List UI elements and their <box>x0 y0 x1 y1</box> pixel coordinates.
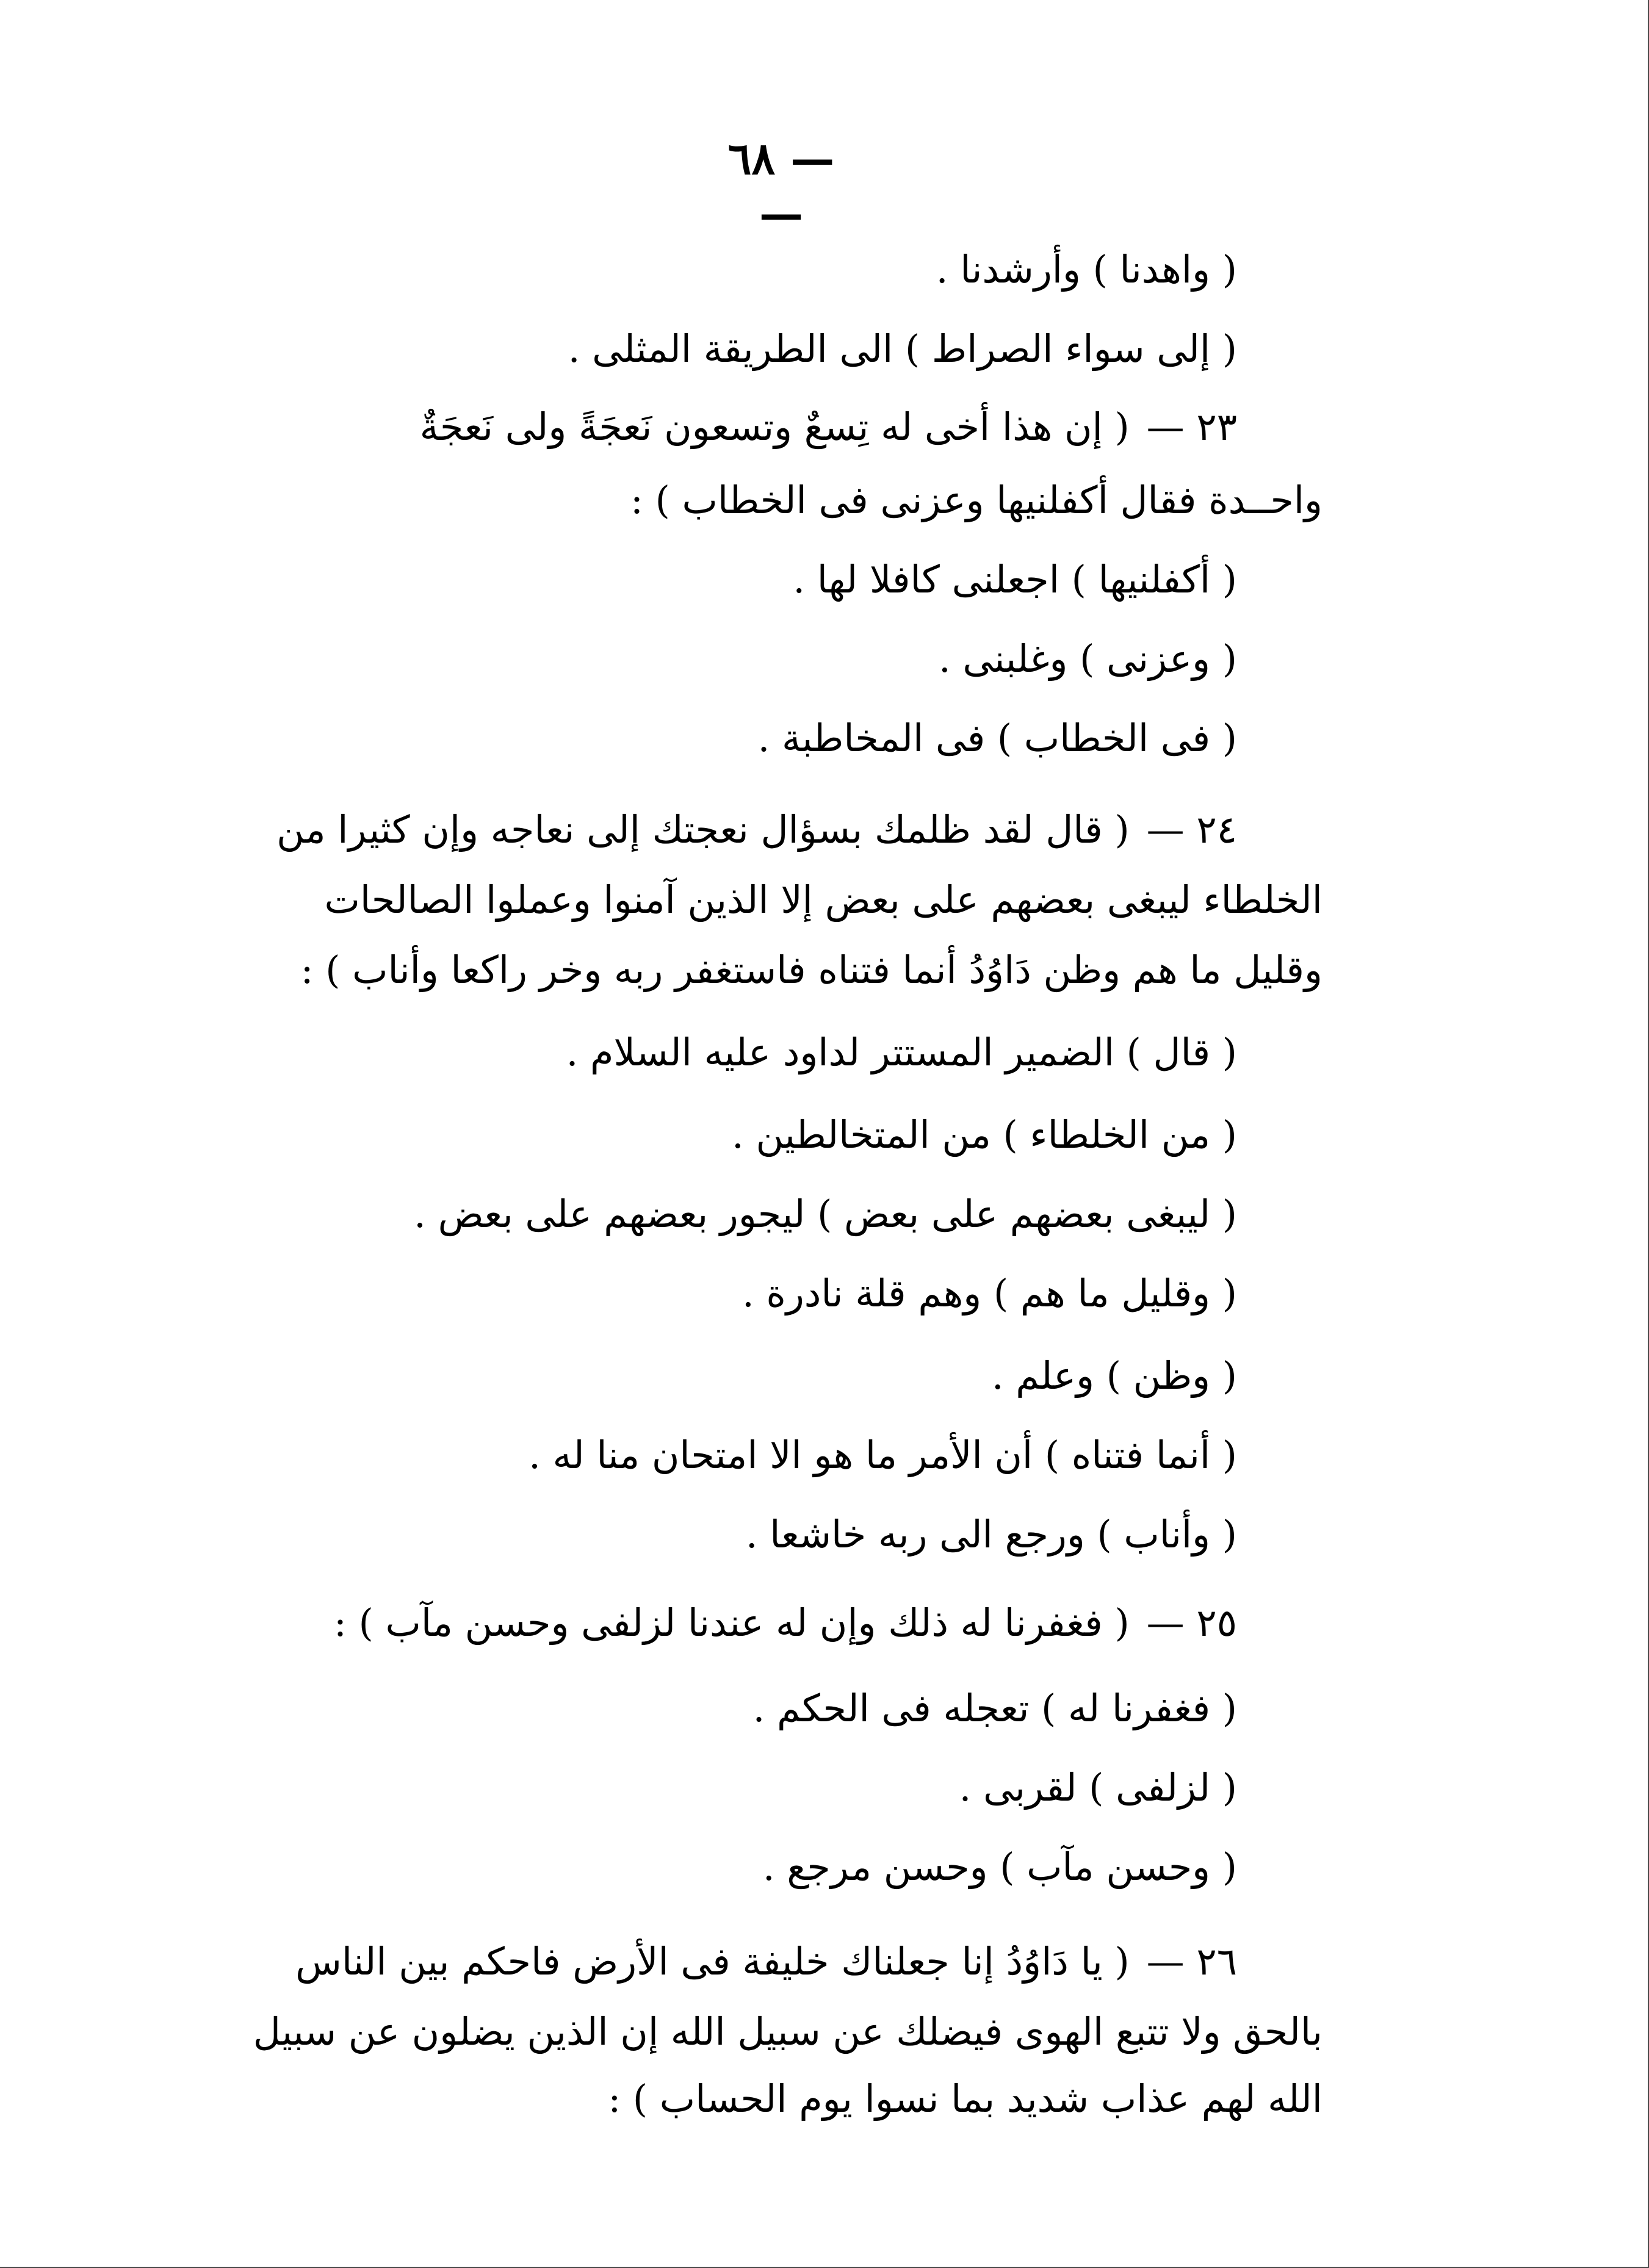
line-text: ( وأناب ) ورجع الى ربه خاشعا . <box>745 1512 1237 1557</box>
line-text: ( وقليل ما هم ) وهم قلة نادرة . <box>742 1271 1237 1316</box>
gloss-line <box>763 1840 1237 1895</box>
gloss-line <box>529 1428 1237 1483</box>
verse-number: ٢٦ — <box>1146 1939 1237 1984</box>
line-text: ( وظن ) وعلم . <box>991 1353 1237 1398</box>
verse-line <box>334 1596 1237 1651</box>
verse-line <box>324 873 1322 927</box>
verse-line <box>253 2004 1322 2059</box>
gloss-line <box>992 1348 1237 1403</box>
verse-number: ٢٤ — <box>1146 807 1237 852</box>
gloss-line <box>568 322 1237 376</box>
gloss-line <box>732 1107 1237 1162</box>
verse-number: ٢٥ — <box>1146 1600 1237 1645</box>
line-text: ( أكفلنيها ) اجعلنى كافلا لها . <box>793 557 1237 602</box>
verse-number: ٢٣ — <box>1146 405 1237 449</box>
line-text: ( لزلفى ) لقربى . <box>959 1765 1237 1810</box>
verse-line <box>301 943 1322 998</box>
line-text: واحــدة فقال أكفلنيها وعزنى فى الخطاب ) : <box>630 478 1322 522</box>
gloss-line <box>753 1681 1237 1736</box>
line-text: ( وعزنى ) وغلبنى . <box>939 636 1237 681</box>
line-text: بالحق ولا تتبع الهوى فيضلك عن سبيل الله إن الذين يضلون عن سبيل <box>253 2009 1322 2054</box>
gloss-line <box>742 1266 1237 1321</box>
verse-line <box>608 2072 1322 2126</box>
line-text: ( قال لقد ظلمك بسؤال نعجتك إلى نعاجه وإن كثيرا من <box>276 807 1130 852</box>
verse-line <box>276 802 1237 857</box>
gloss-line <box>414 1187 1237 1242</box>
gloss-line <box>936 242 1237 297</box>
gloss-line <box>939 632 1237 686</box>
line-text: ( أنما فتناه ) أن الأمر ما هو الا امتحان منا له . <box>529 1433 1237 1477</box>
verse-line <box>295 1934 1237 1989</box>
line-text: الخلطاء ليبغى بعضهم على بعض إلا الذين آمنوا وعملوا الصالحات <box>324 877 1322 922</box>
gloss-line <box>566 1025 1237 1080</box>
line-text: الله لهم عذاب شديد بما نسوا يوم الحساب ) : <box>608 2076 1322 2121</box>
gloss-line <box>793 552 1237 607</box>
page-number: — ٦٨ — <box>727 132 835 239</box>
gloss-line <box>746 1507 1237 1562</box>
gloss-line <box>959 1760 1237 1815</box>
line-text: ( واهدنا ) وأرشدنا . <box>936 247 1237 292</box>
line-text: ( فغفرنا له ) تعجله فى الحكم . <box>752 1686 1237 1730</box>
line-text: وقليل ما هم وظن دَاوُدُ أنما فتناه فاستغفر ربه وخر راكعا وأناب ) : <box>300 948 1322 992</box>
line-text: ( إن هذا أخى له تِسعٌ وتسعون نَعجَةً ولى نَعجَةٌ <box>419 405 1130 449</box>
line-text: ( قال ) الضمير المستتر لداود عليه السلام . <box>566 1030 1237 1075</box>
line-text: ( إلى سواء الصراط ) الى الطريقة المثلى . <box>568 326 1237 371</box>
line-text: ( ليبغى بعضهم على بعض ) ليجور بعضهم على بعض . <box>414 1192 1237 1236</box>
line-text: ( وحسن مآب ) وحسن مرجع . <box>762 1845 1237 1889</box>
line-text: ( فى الخطاب ) فى المخاطبة . <box>757 716 1237 760</box>
verse-line <box>630 473 1322 528</box>
verse-line <box>420 400 1237 455</box>
line-text: ( فغفرنا له ذلك وإن له عندنا لزلفى وحسن مآب ) : <box>333 1600 1130 1645</box>
line-text: ( يا دَاوُدُ إنا جعلناك خليفة فى الأرض فاحكم بين الناس <box>295 1939 1130 1984</box>
gloss-line <box>758 711 1237 766</box>
line-text: ( من الخلطاء ) من المتخالطين . <box>732 1112 1237 1157</box>
